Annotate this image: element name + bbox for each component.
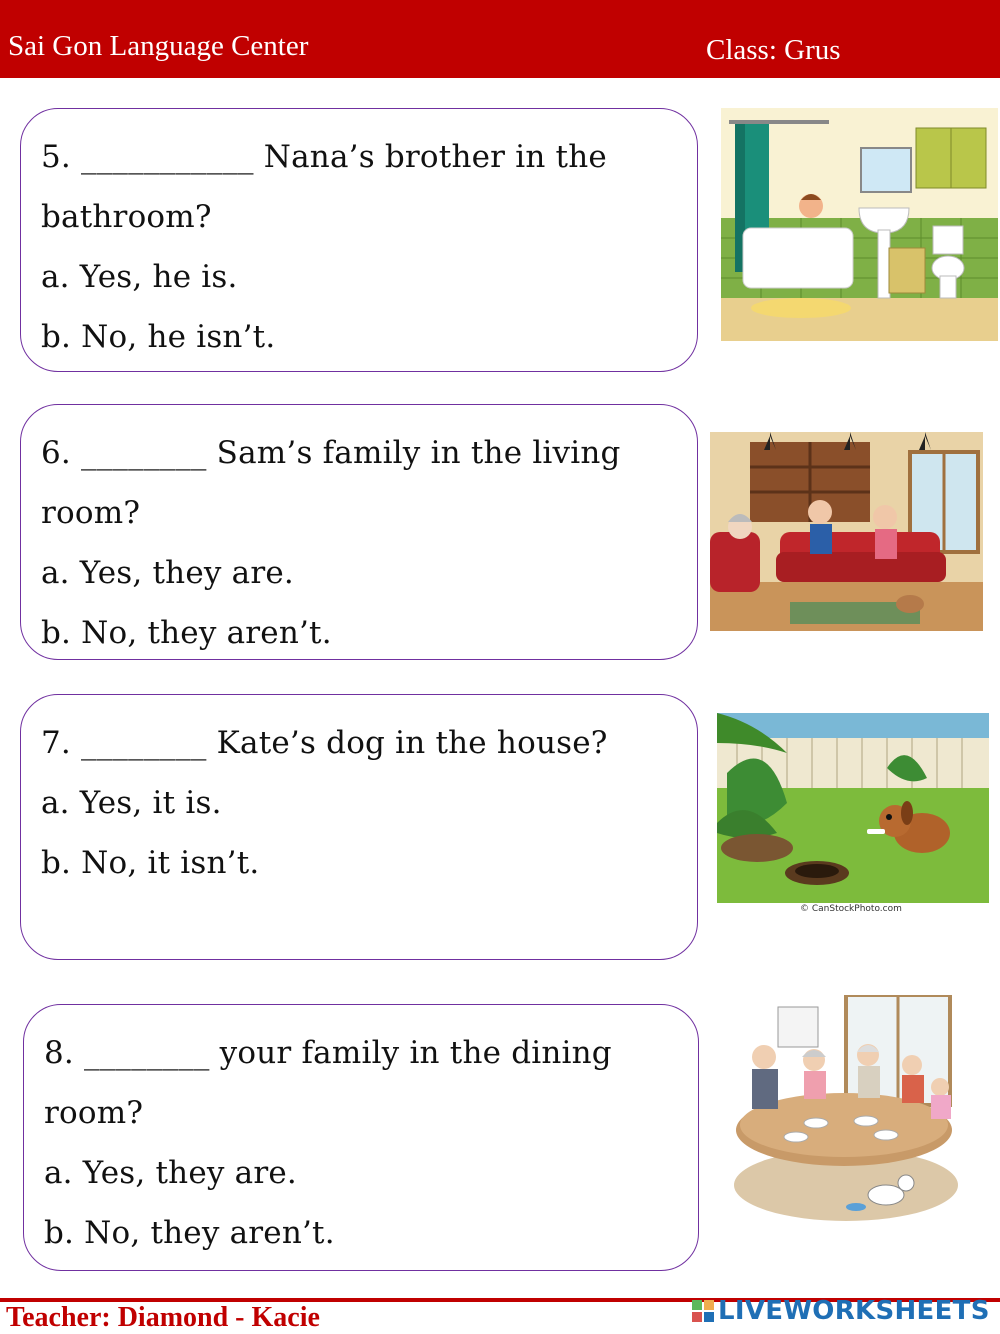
question-7-option-b[interactable]: b. No, it isn’t. — [41, 845, 260, 881]
garden-dog-image — [717, 713, 989, 903]
question-5-text: 5. ___________ Nana’s brother in the — [41, 139, 607, 175]
question-8-box — [23, 1004, 699, 1271]
header-banner — [0, 0, 1000, 78]
dining-room-image — [716, 995, 980, 1230]
question-5-text-cont: bathroom? — [41, 199, 212, 235]
question-6-text-cont: room? — [41, 495, 141, 531]
question-8-option-a[interactable]: a. Yes, they are. — [44, 1155, 297, 1191]
question-8-text-cont: room? — [44, 1095, 144, 1131]
class-label: Class: Grus — [706, 34, 841, 66]
school-name: Sai Gon Language Center — [8, 30, 309, 62]
question-5-option-b[interactable]: b. No, he isn’t. — [41, 319, 276, 355]
brand-name: LIVEWORKSHEETS — [718, 1296, 990, 1326]
question-8-option-b[interactable]: b. No, they aren’t. — [44, 1215, 335, 1251]
image-credit: © CanStockPhoto.com — [800, 904, 902, 914]
question-7-text: 7. ________ Kate’s dog in the house? — [41, 725, 608, 761]
question-5-box — [20, 108, 698, 372]
question-7-option-a[interactable]: a. Yes, it is. — [41, 785, 222, 821]
question-7-box — [20, 694, 698, 960]
question-6-text: 6. ________ Sam’s family in the living — [41, 435, 621, 471]
grid-icon — [692, 1300, 714, 1322]
brand-logo[interactable] — [692, 1296, 990, 1326]
question-5-option-a[interactable]: a. Yes, he is. — [41, 259, 238, 295]
question-6-option-a[interactable]: a. Yes, they are. — [41, 555, 294, 591]
bathroom-image — [721, 108, 998, 341]
question-6-option-b[interactable]: b. No, they aren’t. — [41, 615, 332, 651]
living-room-image — [710, 432, 983, 631]
question-6-box — [20, 404, 698, 660]
teacher-credit: Teacher: Diamond - Kacie — [6, 1302, 320, 1333]
question-8-text: 8. ________ your family in the dining — [44, 1035, 612, 1071]
